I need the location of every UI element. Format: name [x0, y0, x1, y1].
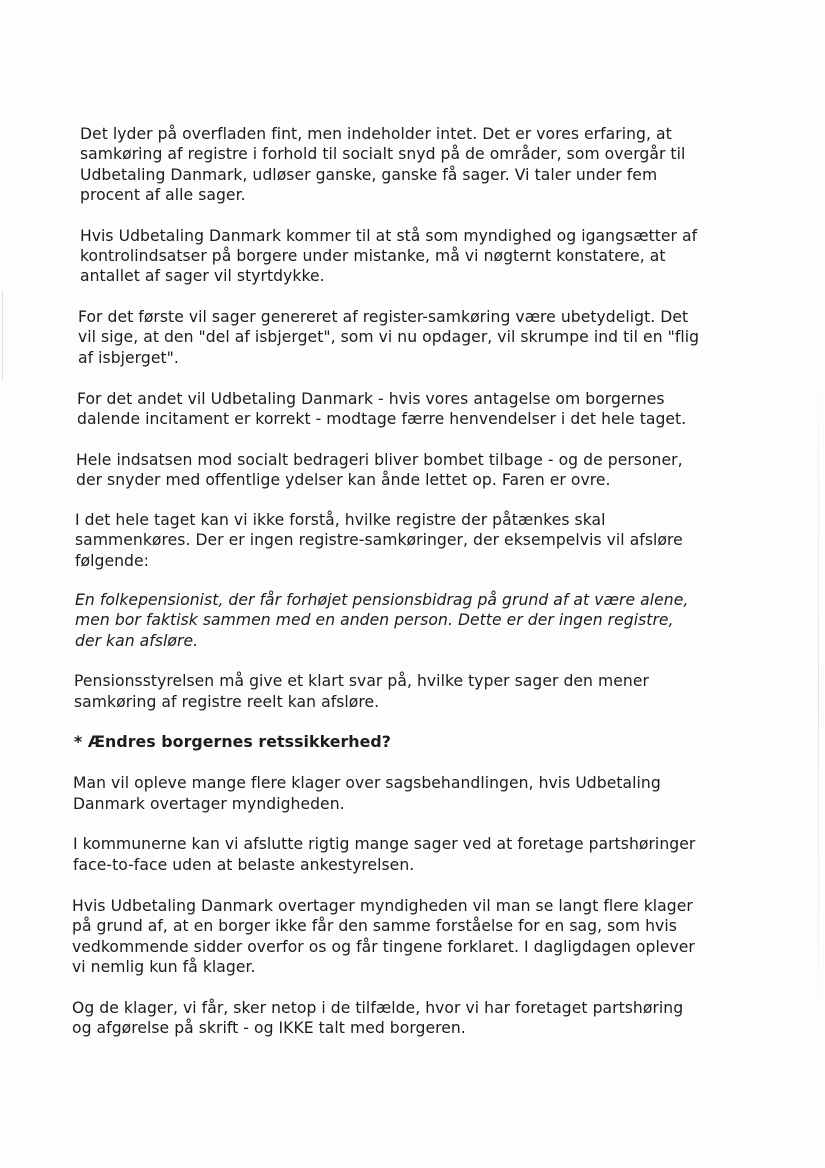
paragraph-11: Hvis Udbetaling Danmark overtager myndigheden vil man se langt flere klager på grund af, at en borger ikke får den samme forståelse for en sag, som hvis vedkommende sidder overfor os og får tingene forklaret. I dagligdagen oplever vi nemlig kun få klager.: [72, 896, 695, 977]
paragraph-5: Hele indsatsen mod socialt bedrageri bliver bombet tilbage - og de personer, der snyder med offentlige ydelser kan ånde lettet op. Faren er ovre.: [76, 450, 683, 490]
document-body: [72, 124, 772, 1038]
paragraph-1: Det lyder på overfladen fint, men indeholder intet. Det er vores erfaring, at samkøring af registre i forhold til socialt snyd på de områder, som overgår til Udbetaling Danmark, udløser ganske, ganske få sager. Vi taler under fem procent af alle sager.: [80, 125, 686, 205]
italic-example-paragraph: En folkepensionist, der får forhøjet pensionsbidrag på grund af at være alene, men bor faktisk sammen med en anden person. Dette er der ingen registre, der kan afsløre.: [75, 590, 689, 650]
paragraph-3: For det første vil sager genereret af register-samkøring være ubetydeligt. Det vil sige, at den "del af isbjerget", som vi nu opdager, vil skrumpe ind til en "flig af isbjerget".: [78, 307, 700, 367]
scan-edge-mark-right: [818, 330, 819, 1060]
paragraph-12: Og de klager, vi får, sker netop i de tilfælde, hvor vi har foretaget partshøring og afgørelse på skrift - og IKKE talt med borgeren.: [72, 998, 684, 1037]
paragraph-2: Hvis Udbetaling Danmark kommer til at stå som myndighed og igangsætter af kontrolindsatser på borgere under mistanke, må vi nøgternt konstatere, at antallet af sager vil styrtdykke.: [80, 226, 698, 286]
paragraph-8: Pensionsstyrelsen må give et klart svar på, hvilke typer sager den mener samkøring af registre reelt kan afsløre.: [74, 672, 649, 711]
paragraph-6: I det hele taget kan vi ikke forstå, hvilke registre der påtænkes skal sammenkøres. Der er ingen registre-samkøringer, der eksempelvis vil afsløre følgende:: [75, 510, 683, 570]
paragraph-4: For det andet vil Udbetaling Danmark - hvis vores antagelse om borgernes dalende incitament er korrekt - modtage færre henvendelser i det hele taget.: [77, 390, 687, 429]
scan-edge-mark-left: [2, 290, 3, 380]
paragraph-9: Man vil opleve mange flere klager over sagsbehandlingen, hvis Udbetaling Danmark overtager myndigheden.: [73, 774, 661, 813]
paragraph-10: I kommunerne kan vi afslutte rigtig mange sager ved at foretage partshøringer face-to-face uden at belaste ankestyrelsen.: [73, 835, 696, 874]
section-heading: * Ændres borgernes retssikkerhed?: [74, 731, 391, 751]
